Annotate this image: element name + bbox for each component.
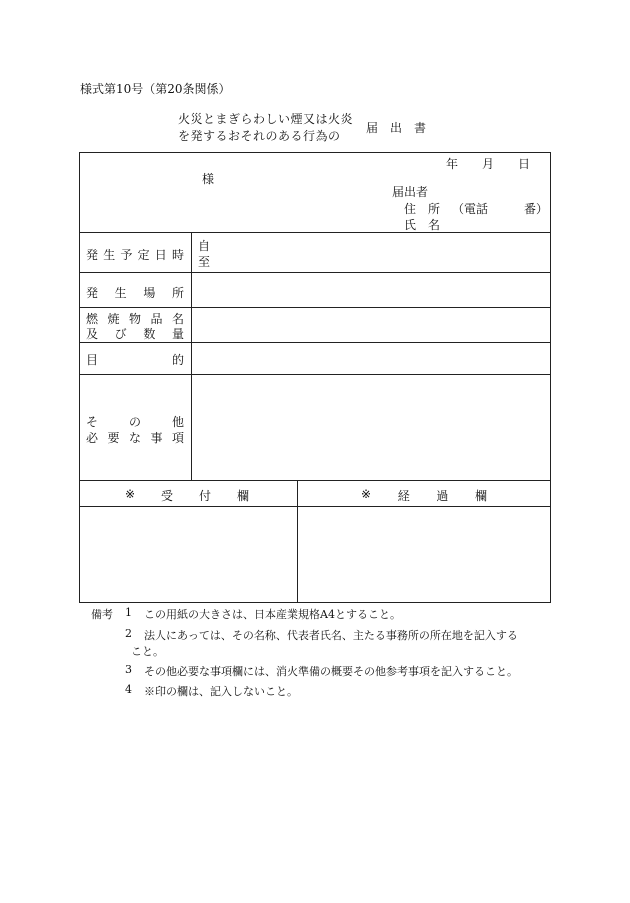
divider: [79, 506, 551, 507]
addressee-label: 様: [202, 172, 215, 186]
form-number: 様式第10号（第20条関係）: [80, 82, 231, 96]
progress-column-label: ※ 経 過 欄: [361, 487, 487, 503]
divider: [79, 342, 551, 343]
other-matters-field[interactable]: [194, 376, 548, 478]
note-text: 法人にあっては、その名称、代表者氏名、主たる事務所の所在地を記入する: [144, 629, 518, 642]
purpose-field[interactable]: [194, 344, 548, 372]
note-number: 2: [125, 627, 132, 640]
divider: [79, 307, 551, 308]
necessary-matters-label: 必 要 な 事 項: [86, 431, 184, 445]
other-label: そ の 他: [86, 415, 184, 429]
reception-area: [81, 508, 295, 601]
note-number: 3: [125, 663, 132, 676]
location-label: 発 生 場 所: [86, 286, 184, 300]
divider: [79, 232, 551, 233]
label-column-divider: [191, 232, 192, 480]
note-number: 1: [125, 606, 132, 619]
quantity-label: 及 び 数 量: [86, 327, 184, 341]
bottom-column-divider: [297, 480, 298, 603]
scheduled-datetime-label: 発 生 予 定 日 時: [86, 248, 184, 262]
title-suffix: 届 出 書: [366, 121, 427, 135]
title-line1: 火災とまぎらわしい煙又は火炎: [178, 112, 354, 126]
to-label: 至: [198, 255, 211, 269]
from-label: 自: [198, 239, 211, 253]
progress-area: [299, 508, 549, 601]
divider: [79, 480, 551, 481]
divider: [79, 374, 551, 375]
title-line2: を発するおそれのある行為の: [178, 129, 341, 143]
note-text: その他必要な事項欄には、消火準備の概要その他参考事項を記入すること。: [144, 665, 518, 678]
location-field[interactable]: [194, 274, 548, 305]
reception-column-label: ※ 受 付 欄: [125, 487, 249, 503]
date-field[interactable]: 年 月 日: [446, 157, 531, 171]
notes-heading: 備考: [91, 608, 113, 621]
note-text: こと。: [131, 645, 164, 658]
burning-items-field[interactable]: [194, 309, 548, 340]
scheduled-datetime-field[interactable]: [215, 234, 545, 270]
address-label: 住 所: [404, 202, 441, 216]
name-label: 氏 名: [404, 218, 441, 232]
phone-label: （電話 番）: [452, 202, 549, 216]
note-text: この用紙の大きさは、日本産業規格A4とすること。: [144, 608, 401, 621]
notifier-label: 届出者: [392, 185, 429, 199]
note-number: 4: [125, 683, 132, 696]
purpose-label: 目 的: [86, 353, 184, 367]
note-text: ※印の欄は、記入しないこと。: [144, 685, 298, 698]
burning-items-label: 燃 焼 物 品 名: [86, 312, 184, 326]
divider: [79, 272, 551, 273]
